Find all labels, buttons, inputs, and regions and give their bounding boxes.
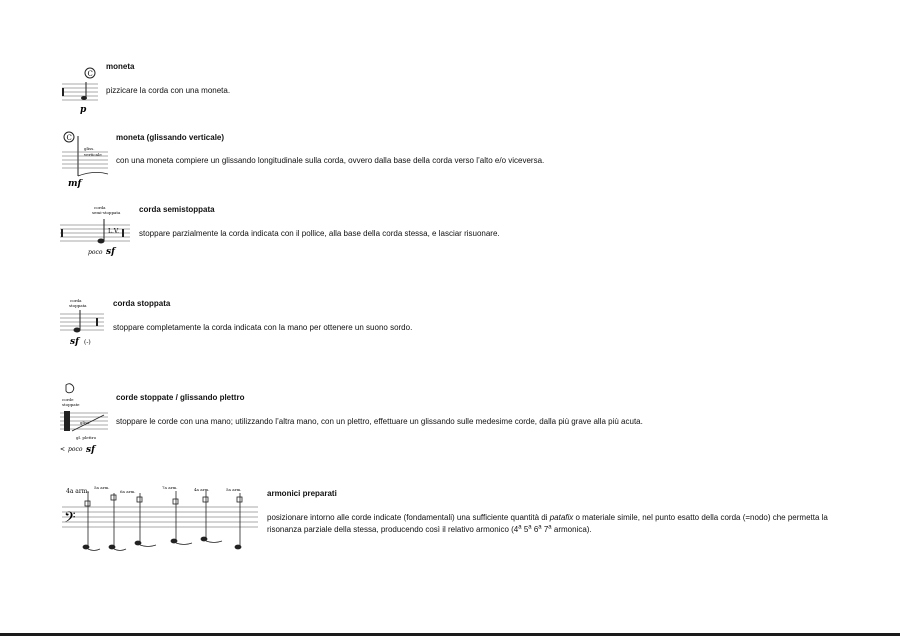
entry-description: con una moneta compiere un glissando longitudinale sulla corda, ovvero dalla base della corda verso l’alto e/o viceversa. bbox=[116, 156, 545, 165]
svg-text:sf: sf bbox=[86, 445, 95, 455]
notation-corda-stoppata bbox=[58, 296, 110, 350]
svg-text:gl. plettro: gl. plettro bbox=[76, 435, 97, 440]
svg-text:5a arm.: 5a arm. bbox=[94, 485, 110, 490]
desc-part: 6 bbox=[531, 525, 539, 534]
svg-text:4a arm.: 4a arm. bbox=[66, 488, 90, 495]
svg-text:gliss.: gliss. bbox=[80, 420, 91, 425]
notation-armonici-preparati bbox=[58, 481, 264, 557]
svg-text:verticale: verticale bbox=[84, 152, 102, 157]
desc-italic: patafix bbox=[549, 513, 574, 522]
svg-text:corda: corda bbox=[94, 205, 106, 210]
entry-title: corda stoppata bbox=[113, 299, 171, 308]
entry-description: stoppare parzialmente la corda indicata con il pollice, alla base della corda stessa, e lasciar risuonare. bbox=[139, 229, 500, 238]
svg-text:7a arm.: 7a arm. bbox=[162, 485, 178, 490]
svg-text:poco: poco bbox=[88, 249, 103, 256]
notation-corda-semistoppata bbox=[58, 203, 134, 257]
svg-text:gliss.: gliss. bbox=[84, 146, 95, 151]
svg-text:(-): (-) bbox=[84, 339, 91, 346]
notation-moneta-glissando bbox=[58, 130, 114, 190]
notation-moneta bbox=[58, 64, 104, 116]
entry-description: pizzicare la corda con una moneta. bbox=[106, 86, 231, 95]
svg-text:4a arm.: 4a arm. bbox=[194, 487, 210, 492]
svg-text:corde: corde bbox=[62, 397, 74, 402]
svg-text:poco: poco bbox=[68, 446, 83, 453]
notation-corde-stoppate-glissando bbox=[58, 381, 114, 457]
svg-text:C: C bbox=[66, 134, 72, 142]
svg-text:corda: corda bbox=[70, 298, 82, 303]
desc-part: posizionare intorno alle corde indicate (fondamentali) una sufficiente quantità di bbox=[267, 513, 550, 522]
entry-title: armonici preparati bbox=[267, 489, 337, 498]
entry-title: moneta (glissando verticale) bbox=[116, 133, 225, 142]
svg-text:semi-stoppata: semi-stoppata bbox=[92, 210, 121, 215]
entry-title: corde stoppate / glissando plettro bbox=[116, 393, 245, 402]
svg-text:𝄢: 𝄢 bbox=[64, 509, 76, 530]
desc-sup: a bbox=[538, 524, 542, 531]
svg-text:p: p bbox=[80, 105, 87, 115]
entry-description-armonici bbox=[267, 512, 857, 536]
desc-part: 5 bbox=[521, 525, 529, 534]
svg-text:stoppate: stoppate bbox=[62, 402, 80, 407]
desc-sup: a bbox=[518, 524, 522, 531]
desc-sup: a bbox=[548, 524, 552, 531]
entry-description: stoppare completamente la corda indicata con la mano per ottenere un suono sordo. bbox=[113, 323, 413, 332]
svg-text:mf: mf bbox=[68, 179, 82, 189]
desc-sup: a bbox=[528, 524, 532, 531]
entry-description: stoppare le corde con una mano; utilizzando l’altra mano, con un plettro, effettuare un glissando sulle medesime corde, dalla più grave alla più acuta. bbox=[116, 417, 643, 426]
entry-title: corda semistoppata bbox=[139, 205, 215, 214]
svg-text:6a arm.: 6a arm. bbox=[120, 489, 136, 494]
svg-text:sf: sf bbox=[70, 337, 79, 347]
desc-part: armonica). bbox=[551, 525, 592, 534]
svg-text:<: < bbox=[60, 446, 66, 453]
svg-text:L.V.: L.V. bbox=[108, 228, 120, 235]
svg-text:stoppata: stoppata bbox=[69, 303, 87, 308]
desc-part: o materiale simile, nel punto esatto della corda (=nodo) che permetta la risonanza parziale della stessa, producendo così il relativo armonico (4 bbox=[267, 513, 828, 534]
entry-title: moneta bbox=[106, 62, 135, 71]
desc-part: 7 bbox=[541, 525, 549, 534]
svg-text:5a arm.: 5a arm. bbox=[226, 487, 242, 492]
svg-text:C: C bbox=[87, 70, 93, 78]
svg-text:sf: sf bbox=[106, 247, 115, 257]
